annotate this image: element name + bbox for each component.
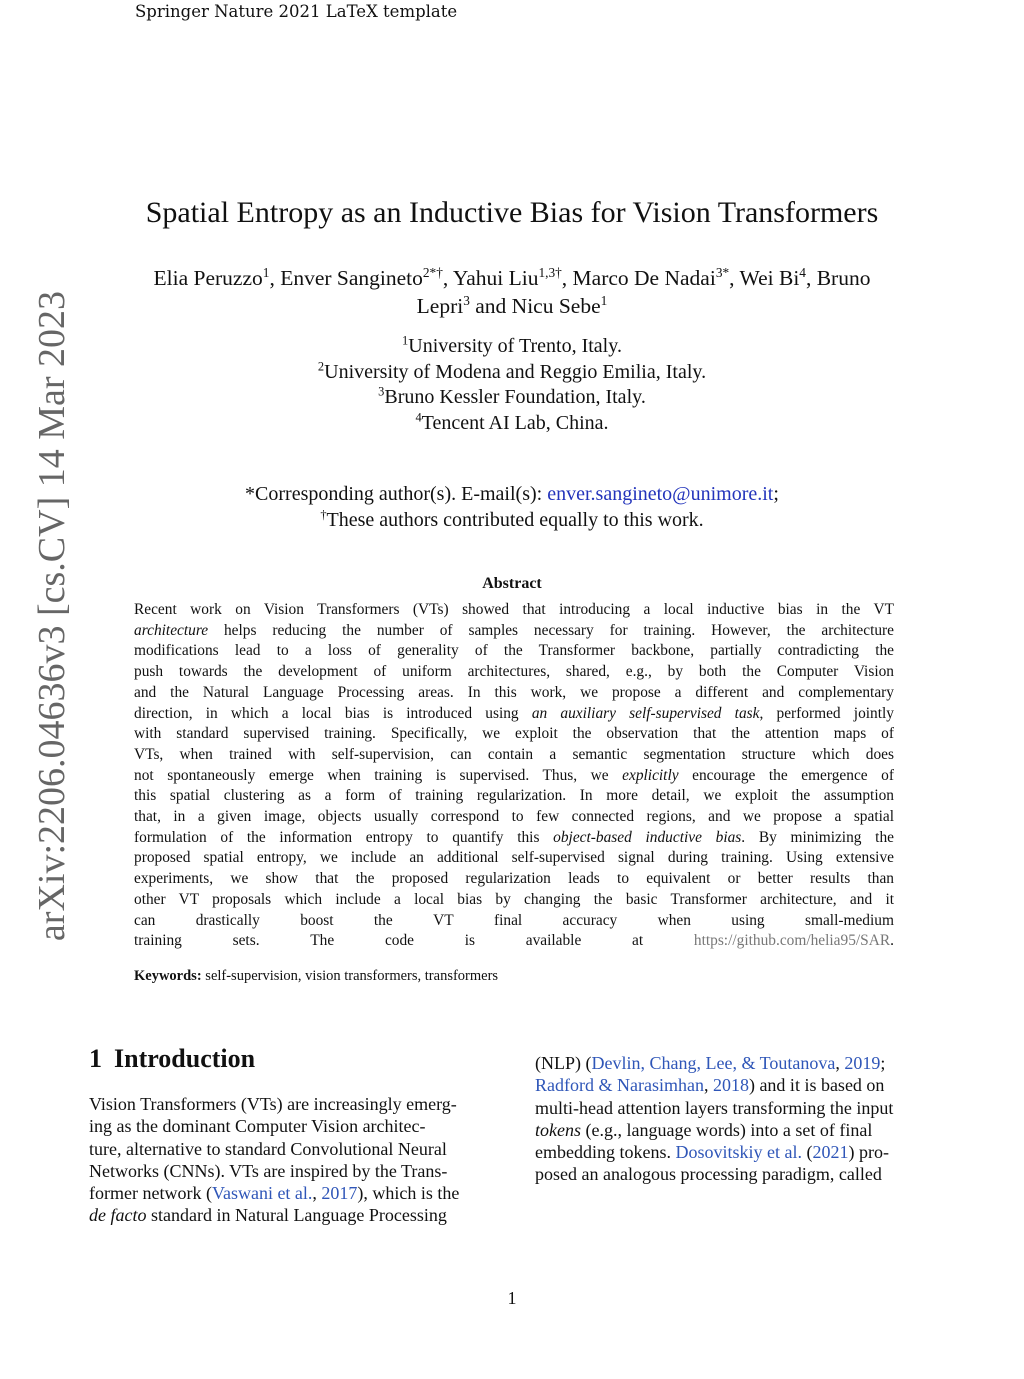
emphasis: explicitly [622,766,679,784]
abstract-word: using [731,911,765,929]
affiliation [0,334,1024,360]
body-line [535,1141,938,1163]
abstract-text: direction, in which a local bias is introduced using [134,704,532,722]
author-name: , Marco De Nadai [561,266,716,290]
keywords [134,968,498,985]
abstract-word: VT [433,911,454,929]
abstract-line: with standard supervised training. Specifically, we exploit the observation that the attention maps of [134,725,894,743]
code-repository-link[interactable]: https://github.com/helia95/SAR [693,932,891,950]
body-text: ; [880,1053,886,1073]
body-text: , [835,1053,845,1073]
body-text: ( [801,1142,813,1163]
abstract-word: final [493,911,523,929]
body-text: embedding tokens. [535,1142,676,1163]
body-text: former network ( [89,1183,212,1204]
citation-link[interactable]: Dosovitskiy et al. [675,1142,802,1163]
abstract-word: small-medium [805,911,894,929]
abstract-line: proposed spatial entropy, we include an additional self-supervised signal during training. Using extensive [134,849,894,867]
abstract-heading: Abstract [482,575,542,592]
author-affiliation-mark: 4 [799,264,806,280]
affiliation-text: University of Modena and Reggio Emilia, Italy. [324,360,707,383]
equal-contribution-text: These authors contributed equally to this work. [326,508,704,531]
author-list [100,264,924,320]
abstract-line [134,621,894,642]
affiliation-mark: 3 [378,384,385,399]
correspondence-note [0,482,1024,533]
abstract-word: training [134,932,182,950]
affiliation [0,360,1024,386]
body-text: ) pro- [848,1142,889,1163]
body-line: Networks (CNNs). VTs are inspired by the Trans- [89,1160,448,1181]
body-line [535,1119,938,1141]
body-text: (NLP) ( [535,1053,592,1073]
author-affiliation-mark: 1 [600,292,608,308]
author-name: , Enver Sangineto [269,266,423,290]
abstract-line: and the Natural Language Processing areas. In this work, we propose a different and complementary [134,683,894,701]
abstract-word: when [657,911,691,929]
abstract-line: that, in a given image, objects usually correspond to few connected regions, and we propose a spatial [134,808,894,826]
abstract-text: , performed jointly [759,704,894,722]
body-line [535,1074,938,1096]
abstract-word: the [373,911,393,929]
abstract-line [134,931,894,952]
abstract-line [134,828,894,849]
author-name: and Nicu Sebe [469,294,601,318]
author-name: , Wei Bi [729,266,800,290]
citation-link[interactable]: Vaswani et al. [211,1183,313,1204]
body-line [89,1204,494,1226]
body-line: Vision Transformers (VTs) are increasingly emerg- [89,1094,457,1114]
emphasis: object-based inductive bias [553,828,742,846]
body-text: ), which is the [357,1183,460,1204]
equal-contribution-mark: † [320,506,327,521]
affiliation-list [0,334,1024,436]
correspondence-prefix: *Corresponding author(s). E-mail(s): [245,483,548,505]
correspondence-suffix: ; [773,483,779,505]
arxiv-identifier-stamp: arXiv:2206.04636v3 [cs.CV] 14 Mar 2023 [31,290,73,942]
body-text: standard in Natural Language Processing [146,1205,447,1226]
abstract-line: VTs, when trained with self-supervision, can contain a semantic segmentation structure which does [134,745,894,763]
section-title: Introduction [114,1044,256,1073]
author-name: , Bruno [805,266,871,290]
emphasis: architecture [134,621,209,639]
emphasis: tokens [535,1119,581,1140]
body-line: multi-head attention layers transforming the input [535,1097,894,1118]
abstract-word: at [632,932,644,950]
abstract-line [134,704,894,725]
body-text: (e.g., language words) into a set of final [580,1119,873,1140]
author-name: Lepri [416,294,464,318]
abstract-word: drastically [195,911,260,929]
section-number: 1 [89,1044,102,1073]
emphasis: de facto [89,1205,147,1226]
abstract-text: formulation of the information entropy to quantify this [134,828,554,846]
abstract-line: push towards the development of uniform architectures, shared, e.g., by both the Computer Vision [134,663,894,681]
abstract-line: Recent work on Vision Transformers (VTs) showed that introducing a local inductive bias in the VT [134,601,894,618]
abstract-word: code [384,932,415,950]
affiliation-mark: 2 [317,358,325,373]
intro-right-column [535,1052,938,1186]
affiliation-text: Tencent AI Lab, China. [421,411,609,434]
affiliation-mark: 4 [415,409,422,424]
citation-year-link[interactable]: 2017 [321,1183,358,1204]
abstract-text: . By minimizing the [741,828,894,846]
abstract-line: experiments, we show that the proposed regularization leads to equivalent or better results than [134,870,894,888]
affiliation [0,411,1024,437]
abstract-text: encourage the emergence of [678,766,894,784]
abstract-text: . [890,932,894,950]
affiliation [0,385,1024,411]
page-number: 1 [507,1288,517,1308]
affiliation-text: University of Trento, Italy. [408,335,622,357]
affiliation-mark: 1 [402,333,409,348]
citation-year-link[interactable]: 2019 [844,1053,881,1073]
abstract-text: helps reducing the number of samples necessary for training. However, the architecture [208,621,894,639]
abstract-word: available [525,932,582,950]
abstract-word: boost [300,911,334,929]
body-text: ) and it is based on [748,1075,885,1096]
citation-link[interactable]: Devlin, Chang, Lee, & Toutanova [591,1053,836,1073]
author-affiliation-mark: 3 [463,292,470,308]
body-line: ture, alternative to standard Convolutional Neural [89,1138,447,1159]
abstract-line: this spatial clustering as a form of training regularization. In more detail, we exploit the assumption [134,787,894,805]
author-affiliation-mark: 1,3† [538,264,562,280]
body-line [535,1052,938,1074]
abstract-line [134,911,894,932]
abstract-text: not spontaneously emerge when training is supervised. Thus, we [134,766,623,784]
author-affiliation-mark: 2*† [422,264,443,280]
body-text: , [703,1075,713,1096]
body-text: , [312,1183,322,1204]
author-name: Elia Peruzzo [153,266,263,290]
abstract-word: is [464,932,476,950]
intro-left-column [89,1093,494,1227]
abstract-word: accuracy [562,911,618,929]
citation-link[interactable]: Radford & Narasimhan [535,1075,704,1096]
paper-title: Spatial Entropy as an Inductive Bias for Vision Transformers [145,196,879,229]
body-line: posed an analogous processing paradigm, called [535,1164,882,1185]
author-name: , Yahui Liu [442,266,539,290]
keywords-label: Keywords: [134,968,202,984]
citation-year-link[interactable]: 2018 [712,1075,749,1096]
abstract-body [134,600,894,952]
abstract-line: modifications lead to a loss of generality of the Transformer backbone, partially contradicting the [134,642,894,660]
author-affiliation-mark: 3* [715,264,730,280]
author-affiliation-mark: 1 [262,264,270,280]
affiliation-text: Bruno Kessler Foundation, Italy. [384,386,646,408]
abstract-line [134,766,894,787]
email-link[interactable]: enver.sangineto@unimore.it [547,483,774,505]
emphasis: an auxiliary self-supervised task [531,704,760,722]
running-header: Springer Nature 2021 LaTeX template [135,2,458,21]
citation-year-link[interactable]: 2021 [812,1142,849,1163]
keywords-text: self-supervision, vision transformers, transformers [201,968,499,984]
body-line: ing as the dominant Computer Vision architec- [89,1116,426,1137]
abstract-line: other VT proposals which include a local bias by changing the basic Transformer architecture, and it [134,890,894,908]
section-heading [89,1044,255,1074]
abstract-word: The [310,932,335,950]
abstract-word: can [134,911,156,929]
body-line [89,1182,494,1204]
abstract-word: sets. [232,932,260,950]
